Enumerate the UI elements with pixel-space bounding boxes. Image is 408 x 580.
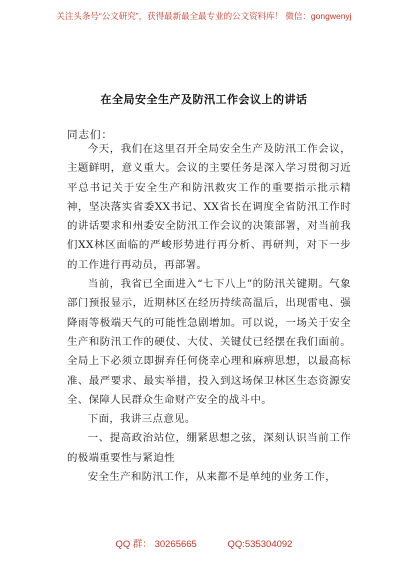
salutation: 同志们： (67, 129, 113, 141)
paragraph-section-one-start: 安全生产和防汛工作，从来都不是单纯的业务工作， (87, 471, 336, 484)
document-body (67, 140, 351, 487)
footer-qq-group: QQ 群： 30265665 (115, 539, 197, 550)
footer-contact (0, 536, 408, 550)
paragraph-situation: 当前，我省已全面进入“七下八上”的防汛关键期。气象部门预报显示，近期林区在经历持续高温后，出现雷电、强降雨等极端天气的可能性急剧增加。可以说，一场关于安全生产和防汛工作的硬仗、大仗、关键仗已经摆在我们面前。全局上下必须立即摒弃任何侥幸心理和麻痹思想，以最高标准、最严要求、最实举措，投入到这场保卫林区生态资源安全、保障人民群众生命财产安全的战斗中。 (67, 278, 351, 406)
paragraph-transition: 下面，我讲三点意见。 (87, 413, 196, 426)
footer-qq-number: QQ:535304092 (227, 539, 293, 550)
header-banner: 关注头条号“公文研究”，获得最新最全最专业的公文资料库！ 微信：gongwenyj (56, 11, 352, 21)
section-heading-one: 一、提高政治站位，绷紧思想之弦，深刻认识当前工作的极端重要性与紧迫性 (67, 432, 351, 464)
document-title: 在全局安全生产及防汛工作会议上的讲话 (100, 93, 308, 106)
paragraph-opening: 今天，我们在这里召开全局安全生产及防汛工作会议，主题鲜明，意义重大。会议的主要任务是深入学习贯彻习近平总书记关于安全生产和防汛救灾工作的重要指示批示精神，坚决落实省委XX书记、XX省长在调度全省防汛工作时的讲话要求和州委安全防汛工作会议的决策部署，对当前我们XX林区面临的严峻形势进行再分析、再研判，对下一步的工作进行再动员，再部署。 (67, 143, 351, 271)
